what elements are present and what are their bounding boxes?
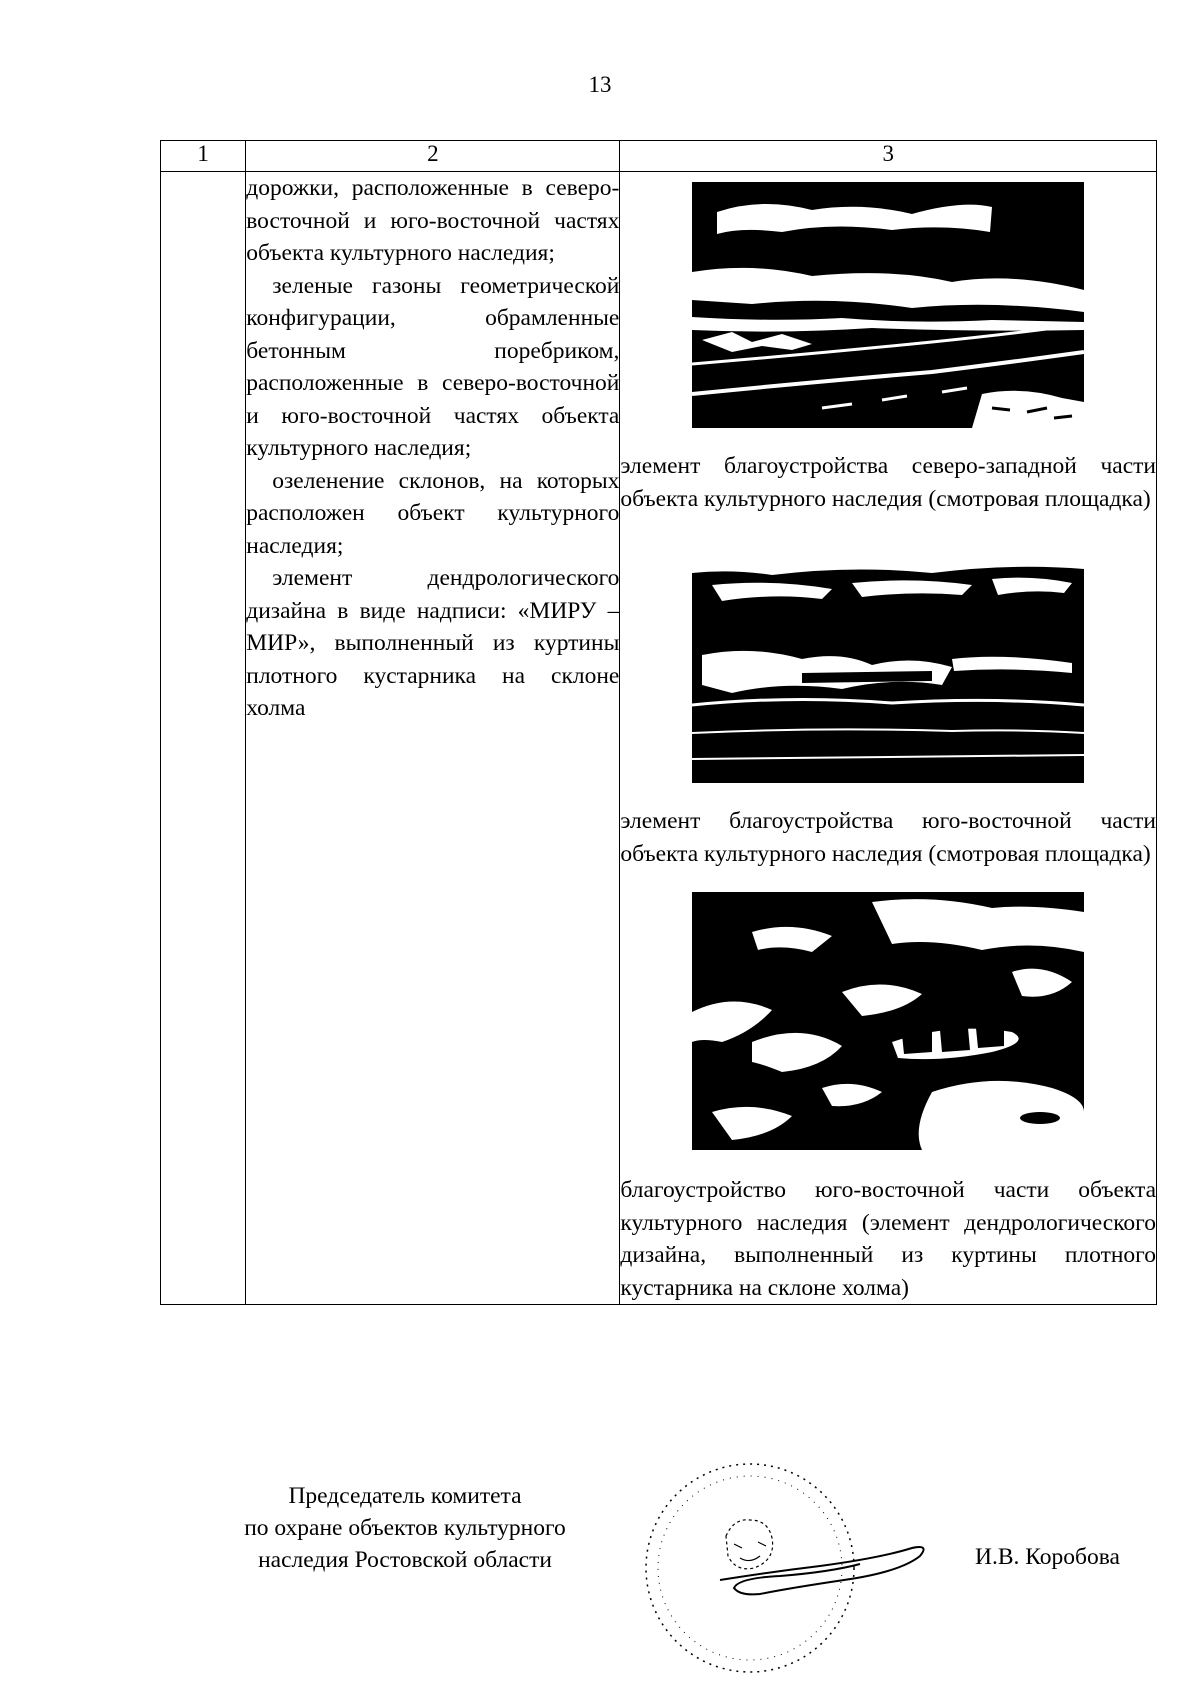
- description-cell: [246, 172, 620, 1305]
- column-header-2: 2: [246, 141, 620, 172]
- table-header-row: [161, 141, 1157, 172]
- signatory-position-line: Председатель комитета: [288, 1483, 522, 1509]
- table-row: [161, 172, 1157, 1305]
- page-number: 13: [588, 72, 612, 97]
- photo-caption: элемент благоустройства юго-восточной части объекта культурного наследия (смотровая площадка): [620, 808, 1156, 867]
- photos-cell: [620, 172, 1157, 1305]
- photo-caption: элемент благоустройства северо-западной части объекта культурного наследия (смотровая площадка): [620, 453, 1156, 512]
- description-paragraph: дорожки, расположенные в северо-восточной и юго-восточной частях объекта культурного наследия;: [246, 175, 620, 266]
- column-header-3: 3: [620, 141, 1157, 172]
- photo-hillside-lettering: [692, 892, 1084, 1150]
- photo-northwest-deck: [692, 172, 1084, 428]
- description-paragraph: озеленение склонов, на которых расположен объект культурного наследия;: [246, 467, 620, 559]
- number-cell: [161, 172, 246, 1305]
- signatory-name: И.В. Коробова: [975, 1544, 1120, 1570]
- photo-caption: благоустройство юго-восточной части объекта культурного наследия (элемент дендрологического дизайна, выполненный из куртины плотного кустарника на склоне холма): [620, 1177, 1156, 1301]
- signatory-position-line: наследия Ростовской области: [258, 1547, 552, 1573]
- signatory-position: [190, 1480, 620, 1576]
- official-stamp-with-signature: [630, 1448, 950, 1688]
- signatory-position-line: по охране объектов культурного: [244, 1515, 566, 1541]
- description-paragraph: элемент дендрологического дизайна в виде надписи: «МИРУ – МИР», выполненный из куртины плотного кустарника на склоне холма: [246, 565, 620, 721]
- content-table: [160, 140, 1157, 1305]
- description-paragraph: зеленые газоны геометрической конфигурации, обрамленные бетонным поребриком, расположенные в северо-восточной и юго-восточной частях объекта культурного наследия;: [246, 272, 620, 461]
- photo-southeast-deck: [692, 555, 1084, 783]
- column-header-1: 1: [161, 141, 246, 172]
